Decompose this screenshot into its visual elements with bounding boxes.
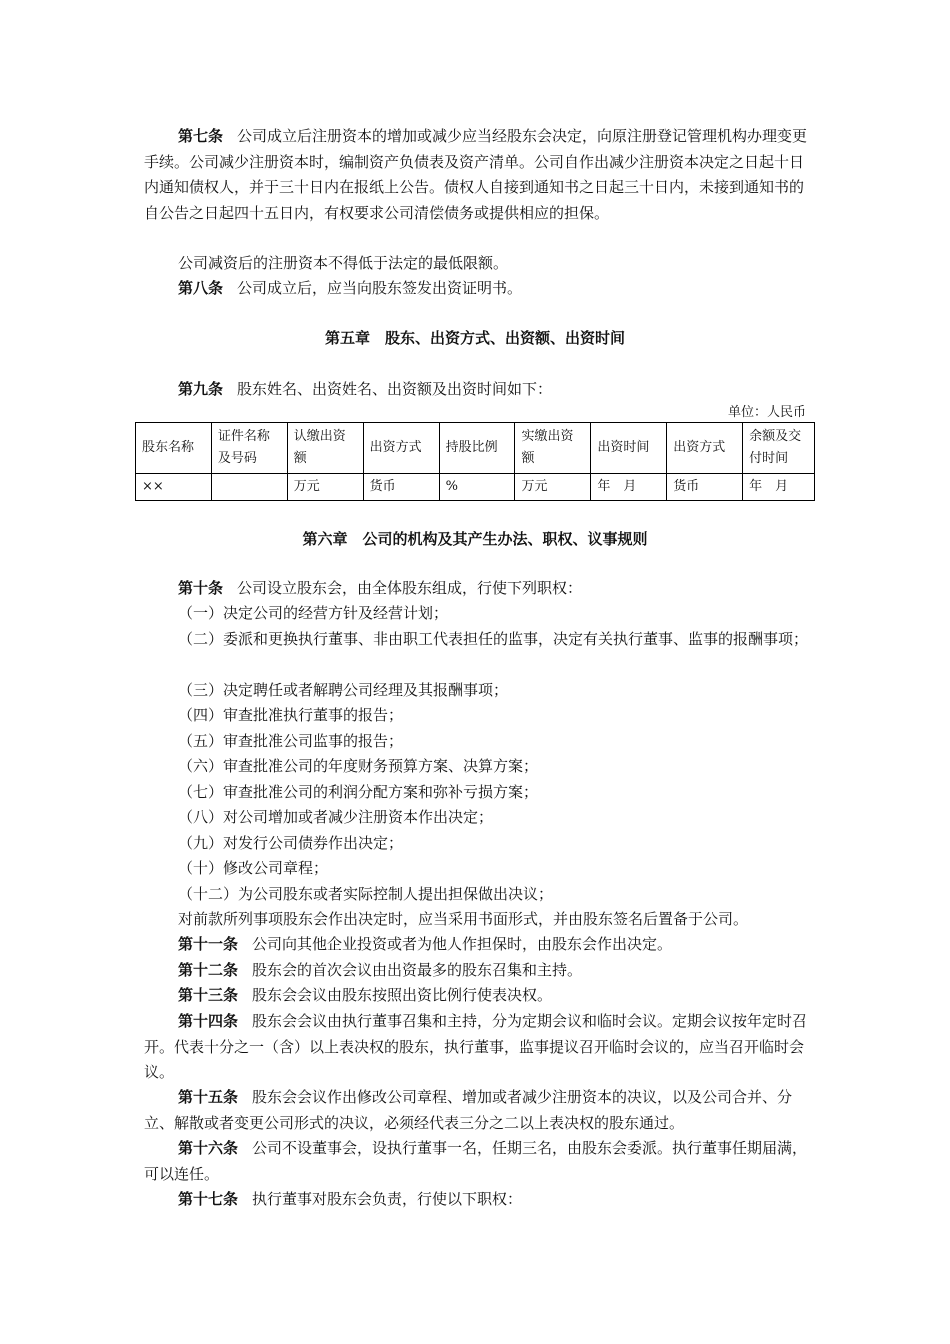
list-item: （十）修改公司章程； [178,859,329,877]
article-label: 第十一条 [178,935,239,953]
list-item: （九）对发行公司债券作出决定； [178,834,404,852]
table-header-cell: 余额及交付时间 [743,423,815,474]
article-10 [144,576,816,602]
article-label: 第九条 [178,380,224,398]
article-14 [144,1009,816,1086]
article-7 [144,124,816,226]
table-header-cell: 出资时间 [591,423,667,474]
article-text: 公司向其他企业投资或者为他人作担保时，由股东会作出决定。 [252,935,673,953]
article-label: 第十四条 [178,1012,239,1030]
article-13 [144,983,816,1009]
chapter-5-heading: 第五章 股东、出资方式、出资额、出资时间 [324,329,625,347]
list-item: （十二）为公司股东或者实际控制人提出担保做出决议； [178,885,554,903]
article-label: 第十六条 [178,1139,239,1157]
article-label: 第十二条 [178,961,239,979]
article-label: 第十七条 [178,1190,239,1208]
list-item: （六）审查批准公司的年度财务预算方案、决算方案； [178,757,539,775]
table-header-row [136,423,815,474]
table-cell: % [439,474,515,501]
list-item: （八）对公司增加或者减少注册资本作出决定； [178,808,494,826]
article-15 [144,1085,816,1136]
article-text: 执行董事对股东会负责，行使以下职权： [252,1190,523,1208]
table-header-cell: 出资方式 [363,423,439,474]
article-9 [144,377,816,403]
article-11 [144,932,816,958]
article-label: 第十三条 [178,986,239,1004]
article-8 [144,276,816,302]
table-header-cell: 持股比例 [439,423,515,474]
table-cell [211,474,287,501]
article-17 [144,1187,816,1213]
list-item: （一）决定公司的经营方针及经营计划； [178,604,449,622]
chapter-6-heading: 第六章 公司的机构及其产生办法、职权、议事规则 [302,530,648,548]
list-item: （五）审查批准公司监事的报告； [178,732,404,750]
article-text: 股东姓名、出资姓名、出资额及出资时间如下： [237,380,553,398]
article-text: 股东会会议由股东按照出资比例行使表决权。 [252,986,553,1004]
list-item: （七）审查批准公司的利润分配方案和弥补亏损方案； [178,783,539,801]
table-unit: 单位：人民币 [727,405,806,420]
table-header-cell: 证件名称及号码 [211,423,287,474]
article-text: 公司成立后注册资本的增加或减少应当经股东会决定，向原注册登记管理机构办理变更手续。公司减少注册资本时，编制资产负债表及资产清单。公司自作出减少注册资本决定之日起十日内通知债权人，并于三十日内在报纸上公告。债权人自接到通知书之日起三十日内，未接到通知书的自公告之日起四十五日内，有权要求公司清偿债务或提供相应的担保。 [144,127,808,222]
table-cell: 年 月 [743,474,815,501]
list-item: （三）决定聘任或者解聘公司经理及其报酬事项； [178,681,509,699]
article-16 [144,1136,816,1187]
article-text: 公司设立股东会，由全体股东组成，行使下列职权： [237,579,583,597]
table-cell: 万元 [287,474,363,501]
table-cell: ×× [136,474,212,501]
table-cell: 货币 [363,474,439,501]
article-text: 股东会的首次会议由出资最多的股东召集和主持。 [252,961,583,979]
table-header-cell: 实缴出资额 [515,423,591,474]
table-header-cell: 出资方式 [667,423,743,474]
article-10-closing: 对前款所列事项股东会作出决定时，应当采用书面形式，并由股东签名后置备于公司。 [178,910,749,928]
article-label: 第十五条 [178,1088,239,1106]
list-item: （二）委派和更换执行董事、非由职工代表担任的监事，决定有关执行董事、监事的报酬事项； [178,630,809,648]
table-header-cell: 股东名称 [136,423,212,474]
article-7-paragraph-2: 公司减资后的注册资本不得低于法定的最低限额。 [178,254,509,272]
article-text: 股东会会议作出修改公司章程、增加或者减少注册资本的决议，以及公司合并、分立、解散或者变更公司形式的决议，必须经代表三分之二以上表决权的股东通过。 [144,1088,793,1132]
table-row [136,474,815,501]
table-header-cell: 认缴出资额 [287,423,363,474]
article-12 [144,958,816,984]
article-label: 第十条 [178,579,224,597]
article-text: 公司不设董事会，设执行董事一名，任期三名，由股东会委派。执行董事任期届满，可以连任。 [144,1139,808,1183]
table-cell: 货币 [667,474,743,501]
table-cell: 万元 [515,474,591,501]
article-text: 公司成立后，应当向股东签发出资证明书。 [237,279,523,297]
list-item: （四）审查批准执行董事的报告； [178,706,404,724]
article-label: 第七条 [178,127,224,145]
table-cell: 年 月 [591,474,667,501]
article-label: 第八条 [178,279,224,297]
shareholder-table [135,422,815,501]
article-text: 股东会会议由执行董事召集和主持，分为定期会议和临时会议。定期会议按年定时召开。代表十分之一（含）以上表决权的股东，执行董事，监事提议召开临时会议的，应当召开临时会议。 [144,1012,808,1081]
